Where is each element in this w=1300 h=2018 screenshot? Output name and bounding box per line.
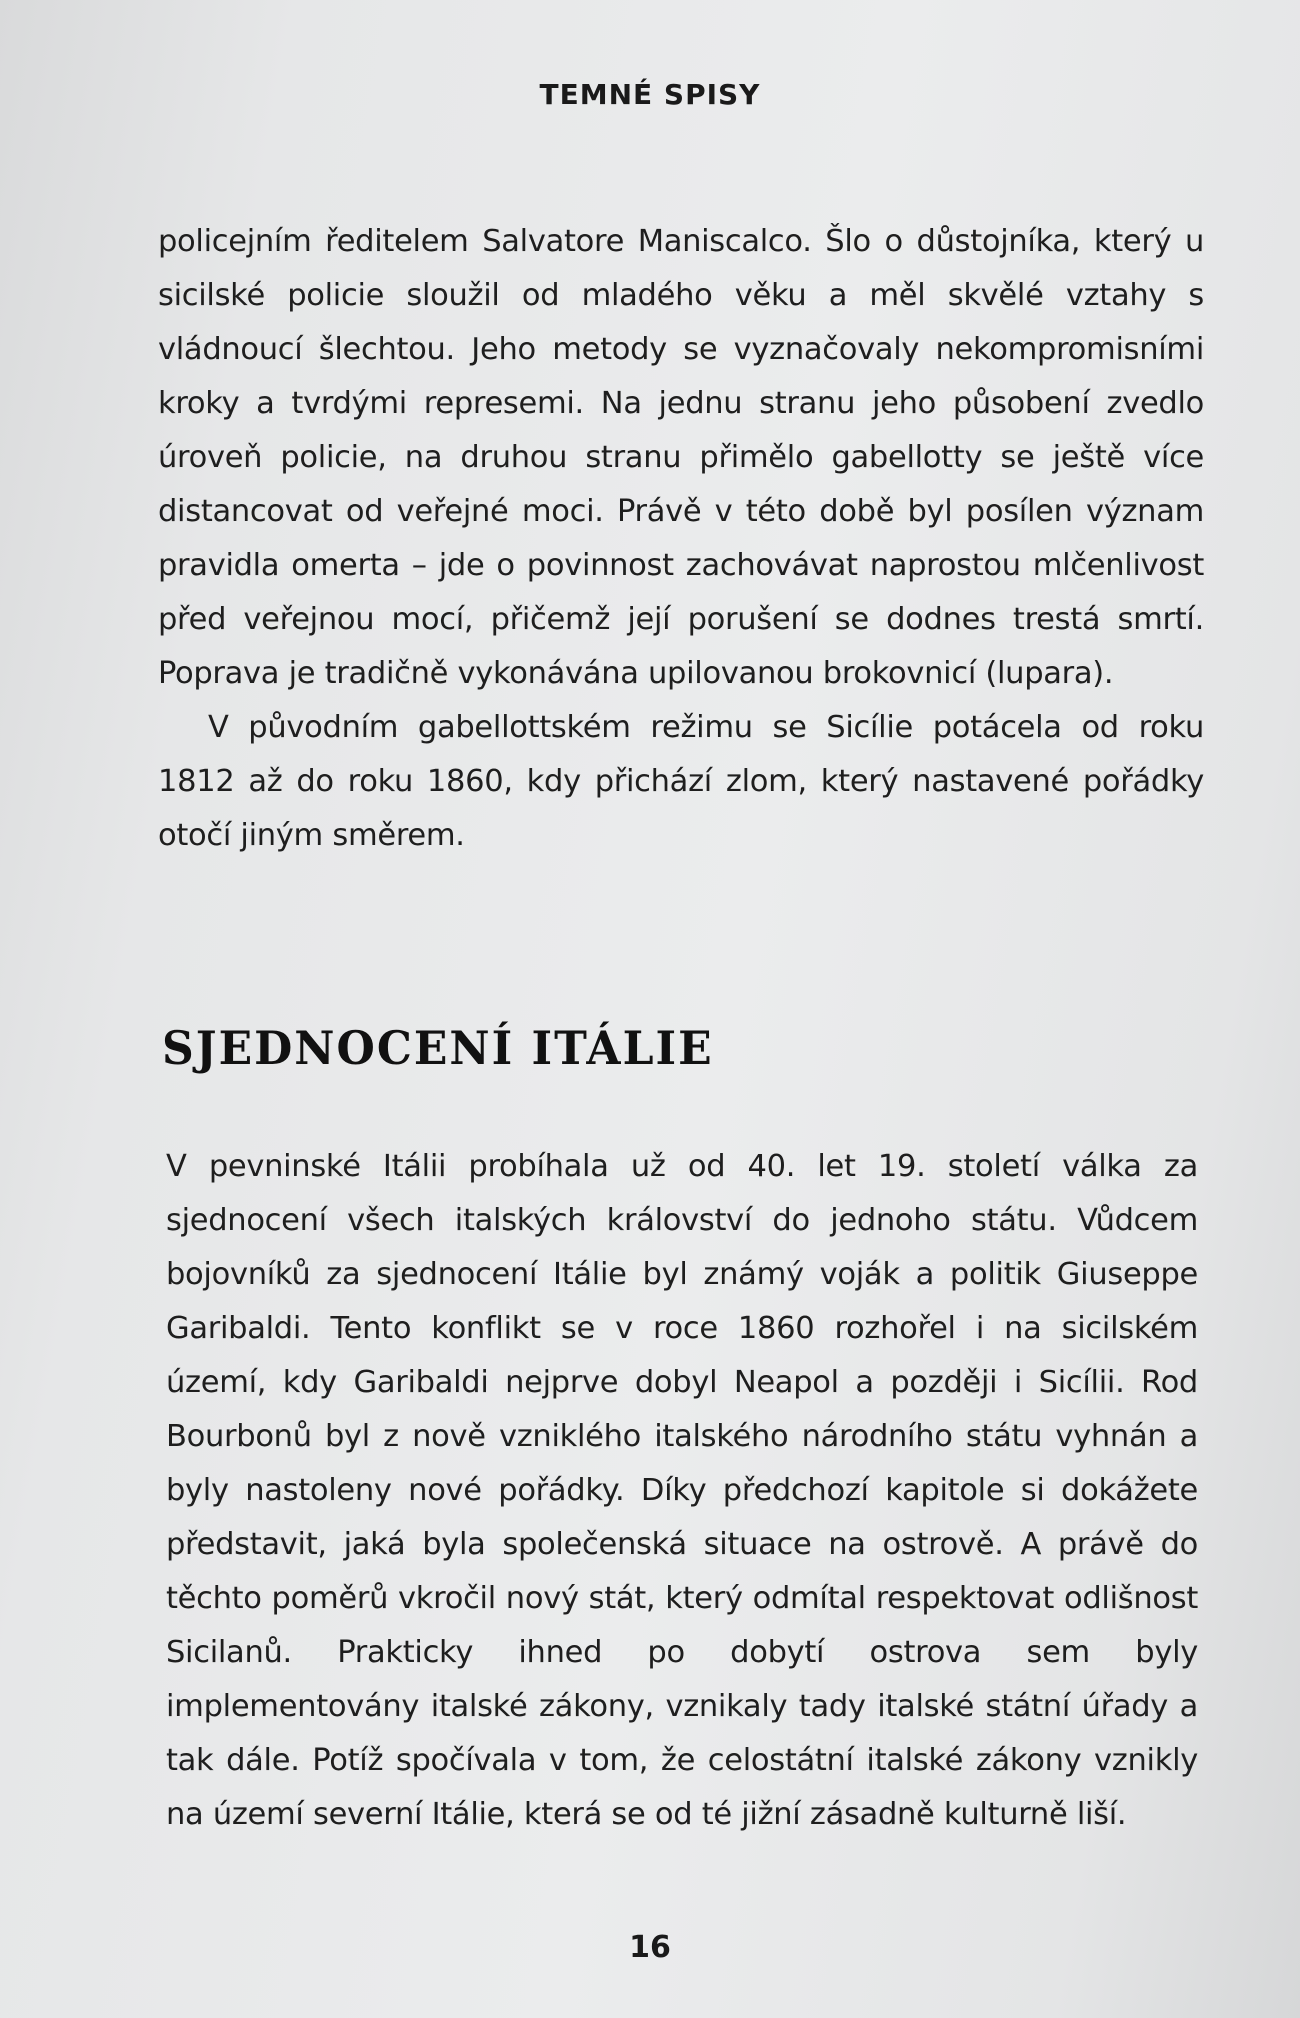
page-number: 16: [629, 1930, 671, 1965]
running-head: TEMNÉ SPISY: [539, 78, 761, 111]
paragraph: V pevninské Itálii probíhala už od 40. let 19. století válka za sjednocení všech italských království do jednoho státu. Vůdcem bojovníků za sjednocení Itálie byl známý voják a politik Giuseppe Garibaldi. Tento konflikt se v roce 1860 rozhořel i na sicilském území, kdy Garibaldi nejprve dobyl Neapol a později i Sicílii. Rod Bourbonů byl z nově vzniklého italského národního státu vyhnán a byly nastoleny nové pořádky. Díky předchozí kapitole si dokážete představit, jaká byla společenská situace na ostrově. A právě do těchto poměrů vkročil nový stát, který odmítal respektovat odlišnost Sicilanů. Prakticky ihned po dobytí ostrova sem byly implementovány italské zákony, vznikaly tady italské státní úřady a tak dále. Potíž spočívala v tom, že celostátní italské zákony vznikly na území severní Itálie, která se od té jižní zásadně kulturně liší.: [166, 1149, 1198, 1832]
paragraph: policejním ředitelem Salvatore Maniscalco. Šlo o důstojníka, který u sicilské policie sloužil od mladého věku a měl skvělé vztahy s vládnoucí šlechtou. Jeho metody se vyznačovaly nekompromisními kroky a tvrdými represemi. Na jednu stranu jeho působení zvedlo úroveň policie, na druhou stranu přimělo gabellotty se ještě více distancovat od veřejné moci. Právě v této době byl posílen význam pravidla omerta – jde o povinnost zachovávat naprostou mlčenlivost před veřejnou mocí, přičemž její porušení se dodnes trestá smrtí. Poprava je tradičně vykonávána upilovanou brokovnicí (lupara).: [158, 224, 1204, 691]
paragraph: V původním gabellottském režimu se Sicílie potácela od roku 1812 až do roku 1860, kdy přichází zlom, který nastavené pořádky otočí jiným směrem.: [158, 710, 1204, 853]
body-text-after-heading: [166, 1140, 1198, 1842]
body-text-before-heading: [158, 215, 1204, 863]
section-heading: SJEDNOCENÍ ITÁLIE: [162, 1022, 714, 1076]
